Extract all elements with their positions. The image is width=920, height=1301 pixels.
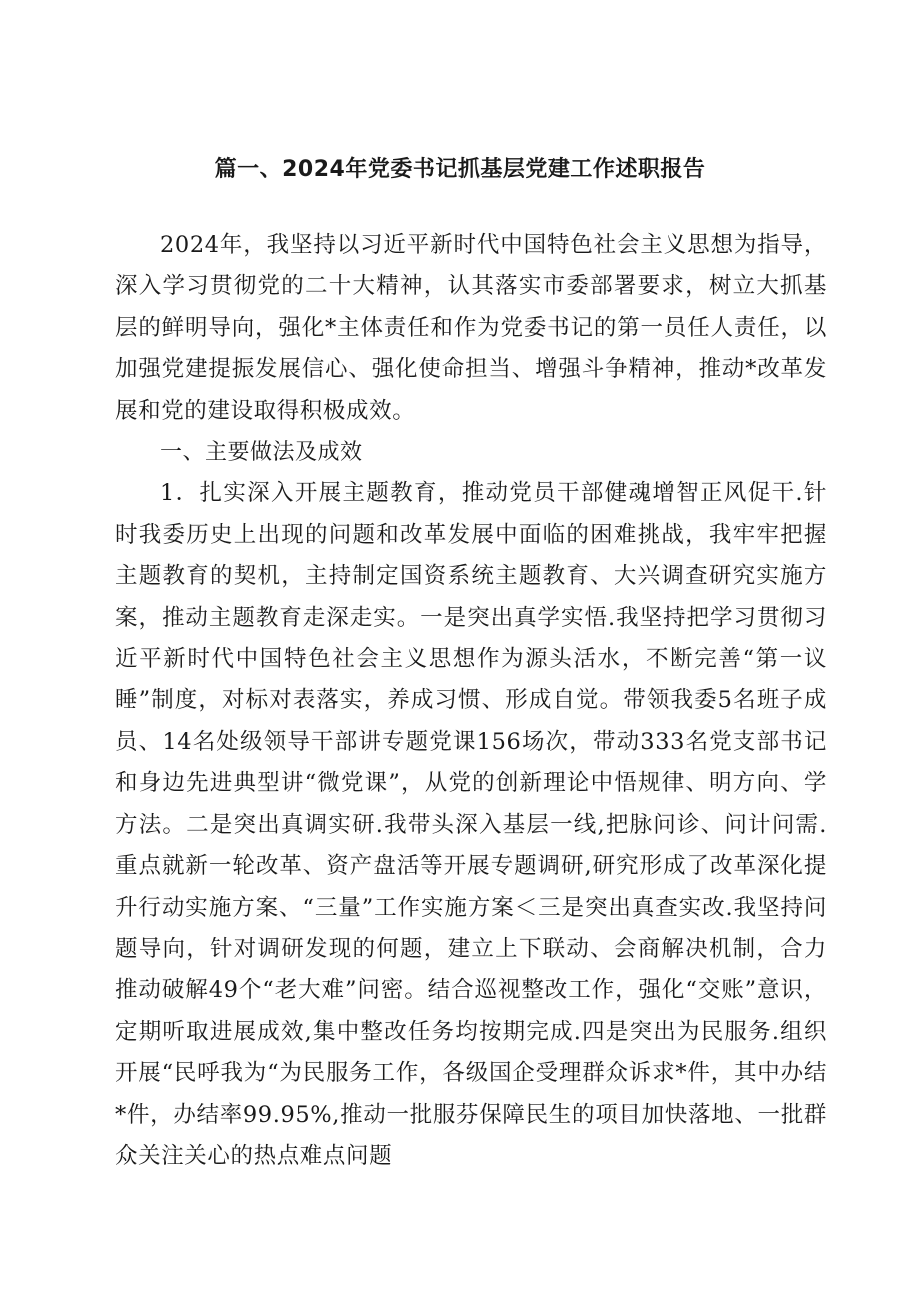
document-body bbox=[115, 225, 827, 1177]
section-heading: 一、主要做法及成效 bbox=[160, 440, 363, 466]
intro-paragraph: 2024年，我坚持以习近平新时代中国特色社会主义思想为指导，深入学习贯彻党的二十大精神，认其落实市委部署要求，树立大抓基层的鲜明导向，强化*主体责任和作为党委书记的第一员任人责任，以加强党建提振发展信心、强化使命担当、增强斗争精神，推动*改革发展和党的建设取得积极成效。 bbox=[115, 232, 827, 424]
document-title: 篇一、2024年党委书记抓基层党建工作述职报告 bbox=[214, 157, 706, 182]
section-paragraph: 1．扎实深入开展主题教育，推动党员干部健魂增智正风促干.针时我委历史上出现的问题和改革发展中面临的困难挑战，我牢牢把握主题教育的契机，主持制定国资系统主题教育、大兴调查研究实施方案，推动主题教育走深走实。一是突出真学实悟.我坚持把学习贯彻习近平新时代中国特色社会主义思想作为源头活水，不断完善“第一议睡”制度，对标对表落实，养成习惯、形成自觉。带领我委5名班子成员、14名处级领导干部讲专题党课156场次，带动333名党支部书记和身边先进典型讲“微党课”，从党的创新理论中悟规律、明方向、学方法。二是突出真调实研.我带头深入基层一线,把脉问诊、问计问需.重点就新一轮改革、资产盘活等开展专题调研,研究形成了改革深化提升行动实施方案、“三量”工作实施方案＜三是突出真查实改.我坚持问题导向，针对调研发现的何题，建立上下联动、会商解决机制，合力推动破解49个“老大难”问密。结合巡视整改工作，强化“交账”意识，定期听取进展成效,集中整改任务均按期完成.四是突出为民服务.组织开展“民呼我为“为民服务工作，各级国企受理群众诉求*件，其中办结*件，办结率99.95%,推动一批服芬保障民生的项目加快落地、一批群众关注关心的热点难点问题 bbox=[115, 480, 827, 1169]
